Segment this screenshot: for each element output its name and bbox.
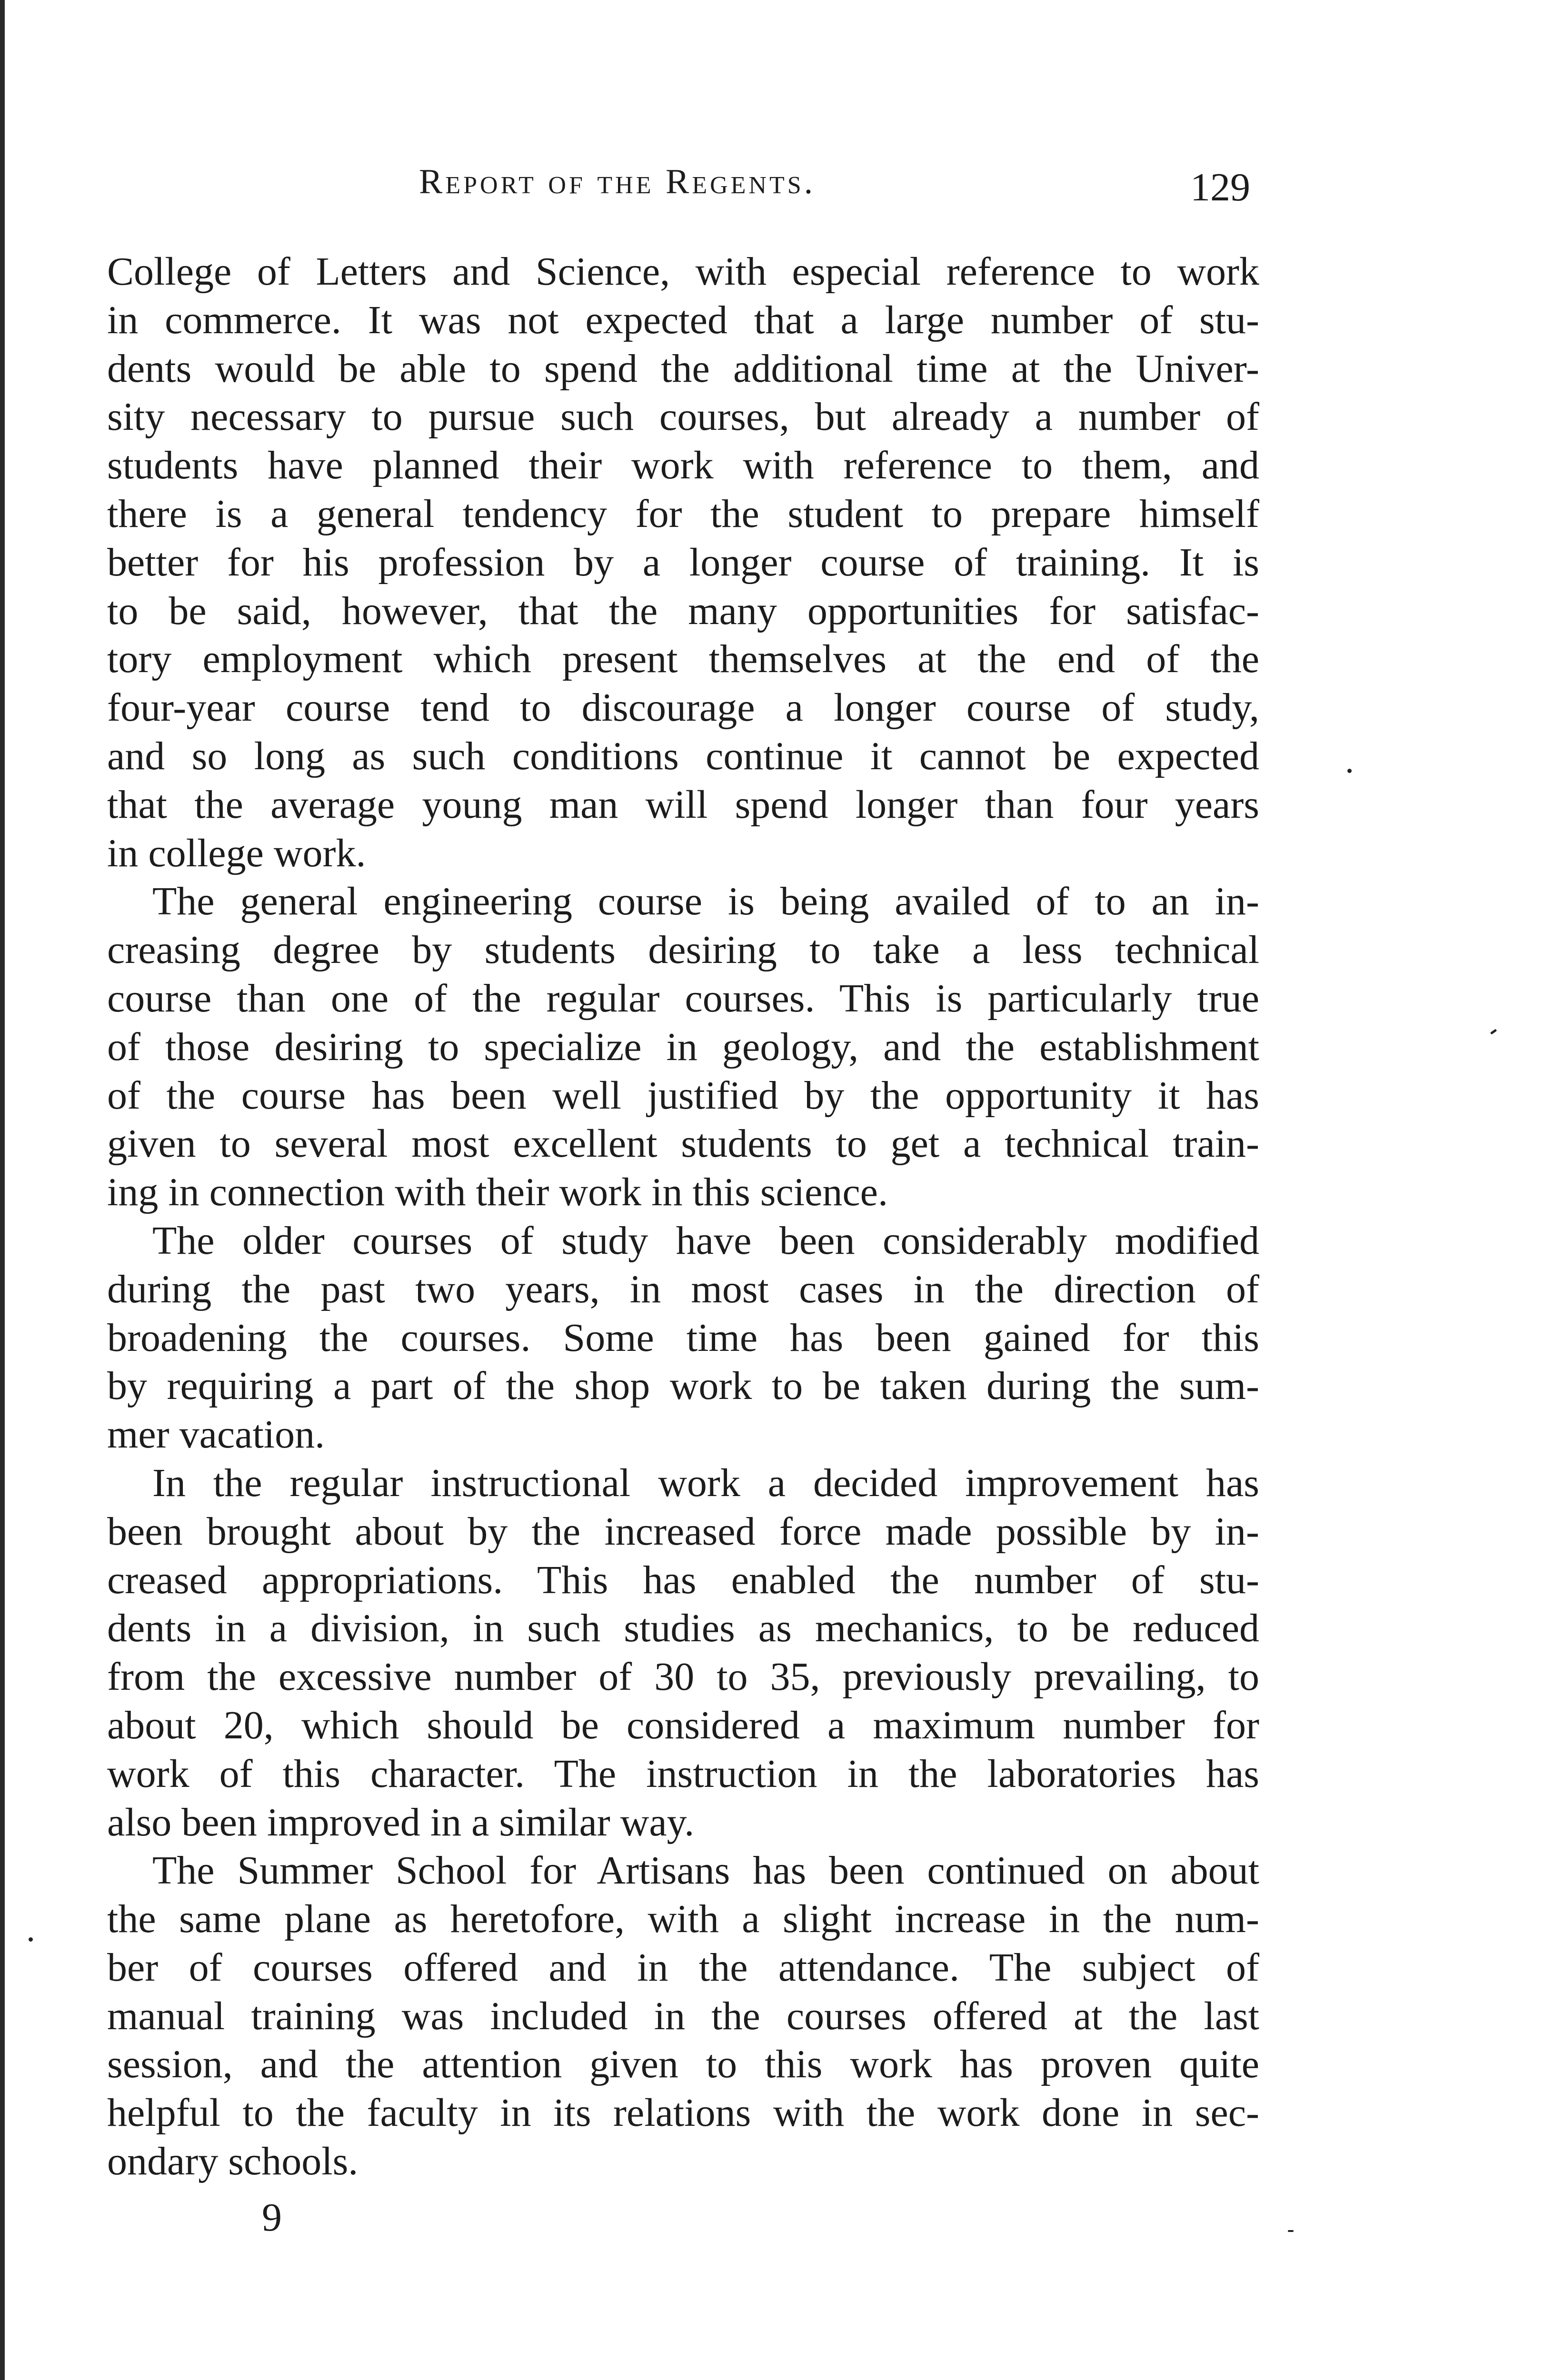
- text-line: given to several most excellent students to get a technical train-: [107, 1121, 1259, 1166]
- text-line: been brought about by the increased force made possible by in-: [107, 1509, 1259, 1554]
- text-line: The general engineering course is being availed of to an in-: [152, 879, 1259, 924]
- paragraph-3: [107, 1217, 1259, 1459]
- text-line: mer vacation.: [107, 1412, 325, 1457]
- text-line: students have planned their work with reference to them, and: [107, 443, 1259, 488]
- text-line: in college work.: [107, 831, 366, 875]
- text-line: of those desiring to specialize in geology, and the establishment: [107, 1024, 1259, 1069]
- text-line: helpful to the faculty in its relations with the work done in sec-: [107, 2091, 1259, 2135]
- scan-speck: [1347, 769, 1352, 773]
- text-line: tory employment which present themselves at the end of the: [107, 637, 1259, 682]
- text-line: dents would be able to spend the additional time at the Univer-: [107, 346, 1259, 391]
- text-line: about 20, which should be considered a maximum number for: [107, 1703, 1259, 1747]
- text-line: College of Letters and Science, with especial reference to work: [107, 249, 1259, 294]
- paragraph-2: [107, 877, 1259, 1217]
- scan-speck: [1490, 1029, 1497, 1034]
- page-number: 129: [1190, 165, 1250, 209]
- text-line: from the excessive number of 30 to 35, previously prevailing, to: [107, 1655, 1259, 1699]
- text-line: dents in a division, in such studies as mechanics, to be reduced: [107, 1606, 1259, 1651]
- text-line: and so long as such conditions continue it cannot be expected: [107, 734, 1259, 778]
- signature-mark: 9: [262, 2195, 282, 2240]
- text-line: creasing degree by students desiring to take a less technical: [107, 928, 1259, 972]
- text-line: ing in connection with their work in this science.: [107, 1170, 888, 1215]
- text-line: also been improved in a similar way.: [107, 1800, 695, 1844]
- text-line: session, and the attention given to this work has proven quite: [107, 2042, 1259, 2087]
- text-line: sity necessary to pursue such courses, but already a number of: [107, 395, 1259, 439]
- text-line: work of this character. The instruction in the laboratories has: [107, 1751, 1259, 1796]
- text-line: during the past two years, in most cases in the direction of: [107, 1267, 1259, 1311]
- text-line: there is a general tendency for the student to prepare himself: [107, 491, 1259, 536]
- running-head: Report of the Regents.: [419, 162, 816, 201]
- text-line: the same plane as heretofore, with a slight increase in the num-: [107, 1897, 1259, 1942]
- text-line: ondary schools.: [107, 2139, 359, 2184]
- text-line: better for his profession by a longer course of training. It is: [107, 540, 1259, 585]
- paragraph-5: [107, 1846, 1259, 2186]
- paragraph-4: [107, 1459, 1259, 1846]
- text-line: manual training was included in the courses offered at the last: [107, 1993, 1259, 2038]
- paragraph-1: [107, 248, 1259, 877]
- text-line: creased appropriations. This has enabled the number of stu-: [107, 1557, 1259, 1602]
- text-line: in commerce. It was not expected that a large number of stu-: [107, 298, 1259, 342]
- text-line: In the regular instructional work a decided improvement has: [152, 1460, 1259, 1505]
- text-line: of the course has been well justified by the opportunity it has: [107, 1073, 1259, 1118]
- text-line: The Summer School for Artisans has been continued on about: [152, 1848, 1259, 1893]
- page-edge-shadow: [0, 0, 5, 2380]
- text-line: that the average young man will spend longer than four years: [107, 782, 1259, 827]
- text-line: course than one of the regular courses. This is particularly true: [107, 976, 1259, 1021]
- text-line: to be said, however, that the many opportunities for satisfac-: [107, 588, 1259, 633]
- scan-speck: [29, 1937, 33, 1942]
- body-text: [107, 248, 1259, 2186]
- text-line: The older courses of study have been considerably modified: [152, 1218, 1259, 1263]
- text-line: by requiring a part of the shop work to be taken during the sum-: [107, 1364, 1259, 1408]
- text-line: four-year course tend to discourage a longer course of study,: [107, 685, 1259, 730]
- text-line: ber of courses offered and in the attendance. The subject of: [107, 1945, 1259, 1990]
- text-line: broadening the courses. Some time has been gained for this: [107, 1315, 1259, 1360]
- scan-speck: [1288, 2230, 1294, 2232]
